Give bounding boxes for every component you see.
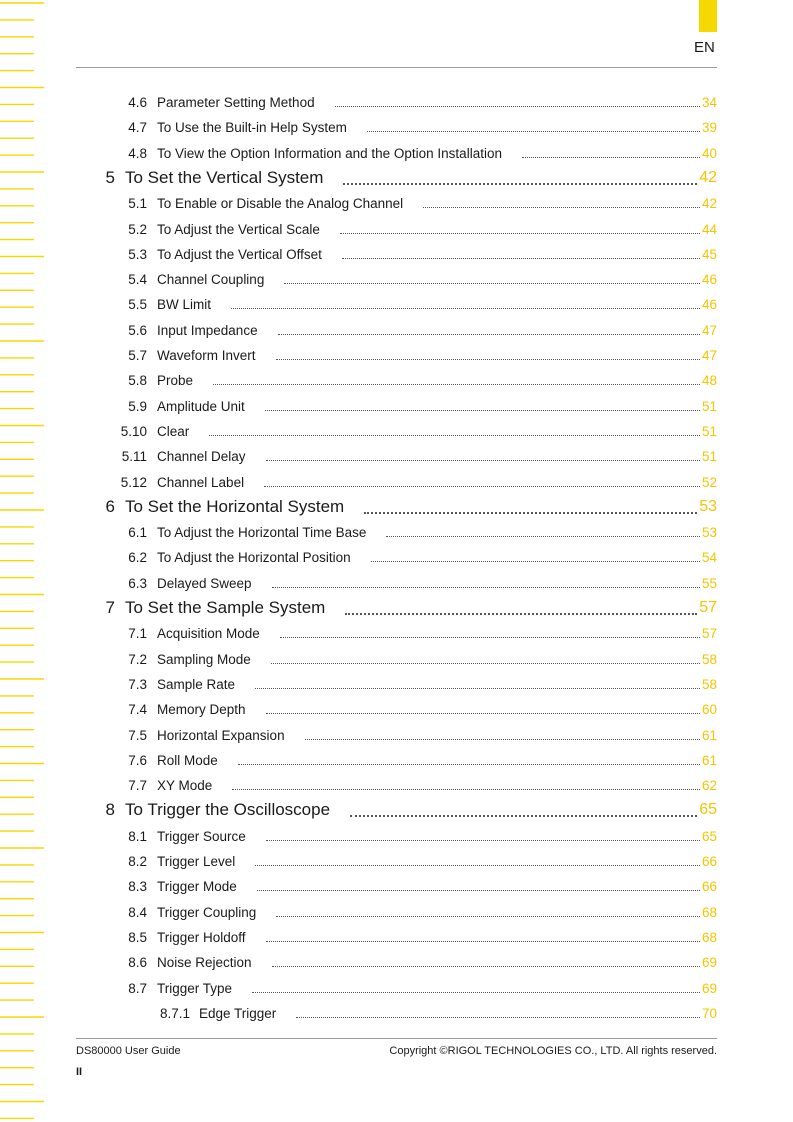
toc-page-number: 70 xyxy=(701,1005,717,1021)
toc-title: Trigger Holdoff xyxy=(157,929,246,945)
toc-leader-dots xyxy=(232,789,700,790)
toc-title: Edge Trigger xyxy=(199,1005,277,1021)
toc-leader-dots xyxy=(305,739,700,740)
toc-page-number: 53 xyxy=(701,525,717,541)
toc-section-row[interactable] xyxy=(0,547,793,567)
toc-title: Channel Label xyxy=(157,474,245,490)
toc-leader-dots xyxy=(343,183,697,185)
toc-title: To Use the Built-in Help System xyxy=(157,120,347,136)
toc-page-number: 65 xyxy=(699,801,717,819)
toc-page-number: 60 xyxy=(701,702,717,718)
header-divider xyxy=(76,67,717,68)
toc-number: 5.4 xyxy=(128,272,147,288)
toc-title: Parameter Setting Method xyxy=(157,95,315,110)
toc-section-row[interactable] xyxy=(0,92,793,112)
toc-leader-dots xyxy=(266,713,700,714)
toc-leader-dots xyxy=(257,890,700,891)
toc-number: 7 xyxy=(105,598,115,617)
toc-leader-dots xyxy=(266,941,700,942)
toc-page-number: 66 xyxy=(701,879,717,895)
toc-section-row[interactable] xyxy=(0,345,793,365)
toc-section-row[interactable] xyxy=(0,143,793,163)
toc-number: 7.5 xyxy=(128,727,147,743)
toc-section-row[interactable] xyxy=(0,876,793,896)
toc-leader-dots xyxy=(386,536,700,537)
toc-page-number: 46 xyxy=(701,297,717,313)
toc-page-number: 44 xyxy=(701,221,717,237)
toc-number: 6.1 xyxy=(128,525,147,541)
toc-section-row[interactable] xyxy=(0,370,793,390)
toc-section-row[interactable] xyxy=(0,117,793,137)
toc-section-row[interactable] xyxy=(0,421,793,441)
toc-leader-dots xyxy=(423,207,700,208)
toc-leader-dots xyxy=(364,512,697,514)
toc-title: Probe xyxy=(157,373,194,389)
toc-page-number: 57 xyxy=(699,599,717,616)
toc-number: 6 xyxy=(105,496,115,516)
toc-leader-dots xyxy=(231,308,700,309)
footer-copyright: Copyright ©RIGOL TECHNOLOGIES CO., LTD. All rights reserved. xyxy=(389,1045,717,1057)
toc-number: 5.8 xyxy=(128,373,147,389)
toc-section-row[interactable] xyxy=(0,699,793,719)
toc-title: Noise Rejection xyxy=(157,955,252,971)
toc-title: Trigger Source xyxy=(157,828,246,844)
toc-section-row[interactable] xyxy=(0,573,793,593)
toc-page-number: 47 xyxy=(701,322,717,338)
footer-doc-title: DS80000 User Guide xyxy=(76,1045,181,1057)
toc-title: Trigger Coupling xyxy=(157,904,257,920)
toc-leader-dots xyxy=(276,359,700,360)
toc-section-row[interactable] xyxy=(0,219,793,239)
toc-title: Trigger Level xyxy=(157,854,236,869)
toc-title: Channel Delay xyxy=(157,449,246,465)
toc-leader-dots xyxy=(276,916,700,917)
toc-section-row[interactable] xyxy=(0,674,793,694)
toc-page-number: 48 xyxy=(701,373,717,389)
toc-leader-dots xyxy=(350,815,697,817)
toc-leader-dots xyxy=(272,587,700,588)
toc-number: 8.2 xyxy=(128,854,147,869)
toc-leader-dots xyxy=(284,283,700,284)
toc-number: 5.12 xyxy=(120,474,147,490)
toc-number: 4.7 xyxy=(128,120,147,136)
toc-title: To Set the Sample System xyxy=(125,598,326,617)
toc-title: Acquisition Mode xyxy=(157,626,260,642)
toc-page-number: 42 xyxy=(701,196,717,212)
toc-page-number: 42 xyxy=(699,168,717,186)
toc-page-number: 58 xyxy=(701,651,717,667)
toc-page-number: 34 xyxy=(701,95,717,110)
toc-leader-dots xyxy=(264,486,700,487)
toc-section-row[interactable] xyxy=(0,472,793,492)
toc-page-number: 66 xyxy=(701,854,717,869)
toc-leader-dots xyxy=(271,663,700,664)
toc-number: 8.4 xyxy=(128,904,147,920)
toc-section-row[interactable] xyxy=(0,775,793,795)
toc-title: Horizontal Expansion xyxy=(157,727,285,743)
toc-section-row[interactable] xyxy=(0,750,793,770)
toc-title: Channel Coupling xyxy=(157,272,265,288)
toc-number: 8.6 xyxy=(128,955,147,971)
toc-page-number: 57 xyxy=(701,626,717,642)
toc-section-row[interactable] xyxy=(0,623,793,643)
toc-page-number: 69 xyxy=(701,955,717,971)
toc-title: To Adjust the Horizontal Time Base xyxy=(157,525,367,541)
toc-section-row[interactable] xyxy=(0,826,793,846)
toc-page-number: 58 xyxy=(701,676,717,692)
toc-title: Delayed Sweep xyxy=(157,575,252,591)
toc-title: To Enable or Disable the Analog Channel xyxy=(157,196,404,212)
toc-title: Input Impedance xyxy=(157,322,258,338)
footer-divider xyxy=(76,1038,717,1039)
toc-section-row[interactable] xyxy=(0,294,793,314)
toc-number: 8.1 xyxy=(128,828,147,844)
toc-leader-dots xyxy=(238,764,700,765)
toc-section-row[interactable] xyxy=(0,978,793,998)
toc-number: 5.11 xyxy=(121,449,147,465)
toc-title: Waveform Invert xyxy=(157,348,256,363)
toc-leader-dots xyxy=(272,966,700,967)
toc-leader-dots xyxy=(252,992,700,993)
toc-number: 5 xyxy=(105,167,115,187)
toc-title: To Trigger the Oscilloscope xyxy=(125,800,331,820)
toc-leader-dots xyxy=(255,688,700,689)
toc-page-number: 46 xyxy=(701,272,717,288)
toc-section-row[interactable] xyxy=(0,902,793,922)
toc-number: 8.3 xyxy=(128,879,147,895)
toc-page-number: 39 xyxy=(701,120,717,136)
toc-section-row[interactable] xyxy=(0,927,793,947)
toc-section-row[interactable] xyxy=(0,522,793,542)
toc-leader-dots xyxy=(367,131,700,132)
toc-title: Amplitude Unit xyxy=(157,398,245,414)
toc-number: 5.9 xyxy=(128,398,147,414)
toc-number: 8 xyxy=(105,800,115,820)
toc-leader-dots xyxy=(255,865,700,866)
toc-number: 7.1 xyxy=(128,626,147,642)
toc-title: Clear xyxy=(157,423,190,439)
toc-section-row[interactable] xyxy=(0,649,793,669)
toc-number: 8.7.1 xyxy=(159,1005,190,1021)
toc-number: 7.6 xyxy=(128,752,147,768)
toc-chapter-row[interactable] xyxy=(0,168,793,188)
toc-section-row[interactable] xyxy=(0,269,793,289)
toc-number: 8.5 xyxy=(128,929,147,945)
toc-chapter-row[interactable] xyxy=(0,598,793,618)
toc-section-row[interactable] xyxy=(0,320,793,340)
toc-page-number: 53 xyxy=(699,497,717,515)
toc-number: 5.6 xyxy=(128,322,147,338)
toc-number: 8.7 xyxy=(128,980,147,996)
toc-title: Sampling Mode xyxy=(157,651,251,667)
toc-number: 5.2 xyxy=(128,221,147,237)
toc-title: To Adjust the Horizontal Position xyxy=(157,550,351,566)
toc-title: XY Mode xyxy=(157,778,213,794)
toc-section-row[interactable] xyxy=(0,446,793,466)
toc-number: 5.1 xyxy=(128,196,147,212)
toc-page-number: 68 xyxy=(701,929,717,945)
toc-title: Trigger Mode xyxy=(157,879,237,895)
toc-section-row[interactable] xyxy=(0,851,793,871)
toc-title: Roll Mode xyxy=(157,752,218,768)
toc-page-number: 68 xyxy=(701,904,717,920)
toc-chapter-row[interactable] xyxy=(0,800,793,820)
toc-title: Trigger Type xyxy=(157,980,233,996)
toc-leader-dots xyxy=(342,258,700,259)
toc-title: Memory Depth xyxy=(157,702,246,718)
toc-page-number: 40 xyxy=(701,145,717,161)
toc-section-row[interactable] xyxy=(0,952,793,972)
toc-page-number: 51 xyxy=(701,398,717,414)
toc-section-row[interactable] xyxy=(0,396,793,416)
toc-page-number: 45 xyxy=(701,246,717,262)
toc-number: 7.7 xyxy=(128,778,147,794)
toc-number: 4.8 xyxy=(128,145,147,161)
toc-page-number: 62 xyxy=(701,778,717,794)
toc-title: To Adjust the Vertical Offset xyxy=(157,246,322,262)
toc-number: 6.2 xyxy=(128,550,147,566)
toc-number: 7.3 xyxy=(128,676,147,692)
toc-leader-dots xyxy=(345,613,697,615)
toc-leader-dots xyxy=(209,435,700,436)
toc-number: 5.7 xyxy=(128,348,147,363)
toc-section-row[interactable] xyxy=(0,193,793,213)
toc-leader-dots xyxy=(340,233,700,234)
toc-page-number: 65 xyxy=(701,828,717,844)
toc-page-number: 51 xyxy=(701,449,717,465)
toc-leader-dots xyxy=(266,840,700,841)
toc-chapter-row[interactable] xyxy=(0,497,793,517)
toc-page-number: 61 xyxy=(701,752,717,768)
toc-number: 5.10 xyxy=(120,423,147,439)
toc-number: 6.3 xyxy=(128,575,147,591)
toc-leader-dots xyxy=(335,106,700,107)
toc-leader-dots xyxy=(278,334,700,335)
toc-number: 5.5 xyxy=(128,297,147,313)
toc-page-number: 47 xyxy=(701,348,717,363)
toc-page-number: 51 xyxy=(701,423,717,439)
toc-number: 7.4 xyxy=(128,702,147,718)
toc-title: Sample Rate xyxy=(157,676,236,692)
toc-leader-dots xyxy=(296,1017,700,1018)
toc-page-number: 52 xyxy=(701,474,717,490)
language-tab-marker xyxy=(699,0,717,32)
toc-title: To View the Option Information and the Option Installation xyxy=(157,145,502,161)
toc-page-number: 61 xyxy=(701,727,717,743)
toc-number: 4.6 xyxy=(128,95,147,110)
toc-title: To Set the Vertical System xyxy=(125,167,324,187)
toc-leader-dots xyxy=(522,157,700,158)
toc-page-number: 55 xyxy=(701,575,717,591)
toc-page-number: 69 xyxy=(701,980,717,996)
page-number: II xyxy=(76,1066,83,1078)
toc-number: 7.2 xyxy=(128,651,147,667)
toc-leader-dots xyxy=(266,460,700,461)
toc-leader-dots xyxy=(280,637,700,638)
toc-title: BW Limit xyxy=(157,297,211,313)
toc-number: 5.3 xyxy=(128,246,147,262)
toc-leader-dots xyxy=(265,410,700,411)
toc-page-number: 54 xyxy=(701,550,717,566)
toc-leader-dots xyxy=(213,384,700,385)
toc-section-row[interactable] xyxy=(0,1003,793,1023)
toc-section-row[interactable] xyxy=(0,244,793,264)
toc-title: To Adjust the Vertical Scale xyxy=(157,221,320,237)
toc-section-row[interactable] xyxy=(0,725,793,745)
toc-title: To Set the Horizontal System xyxy=(125,496,345,516)
toc-leader-dots xyxy=(371,561,700,562)
language-label: EN xyxy=(694,39,715,56)
